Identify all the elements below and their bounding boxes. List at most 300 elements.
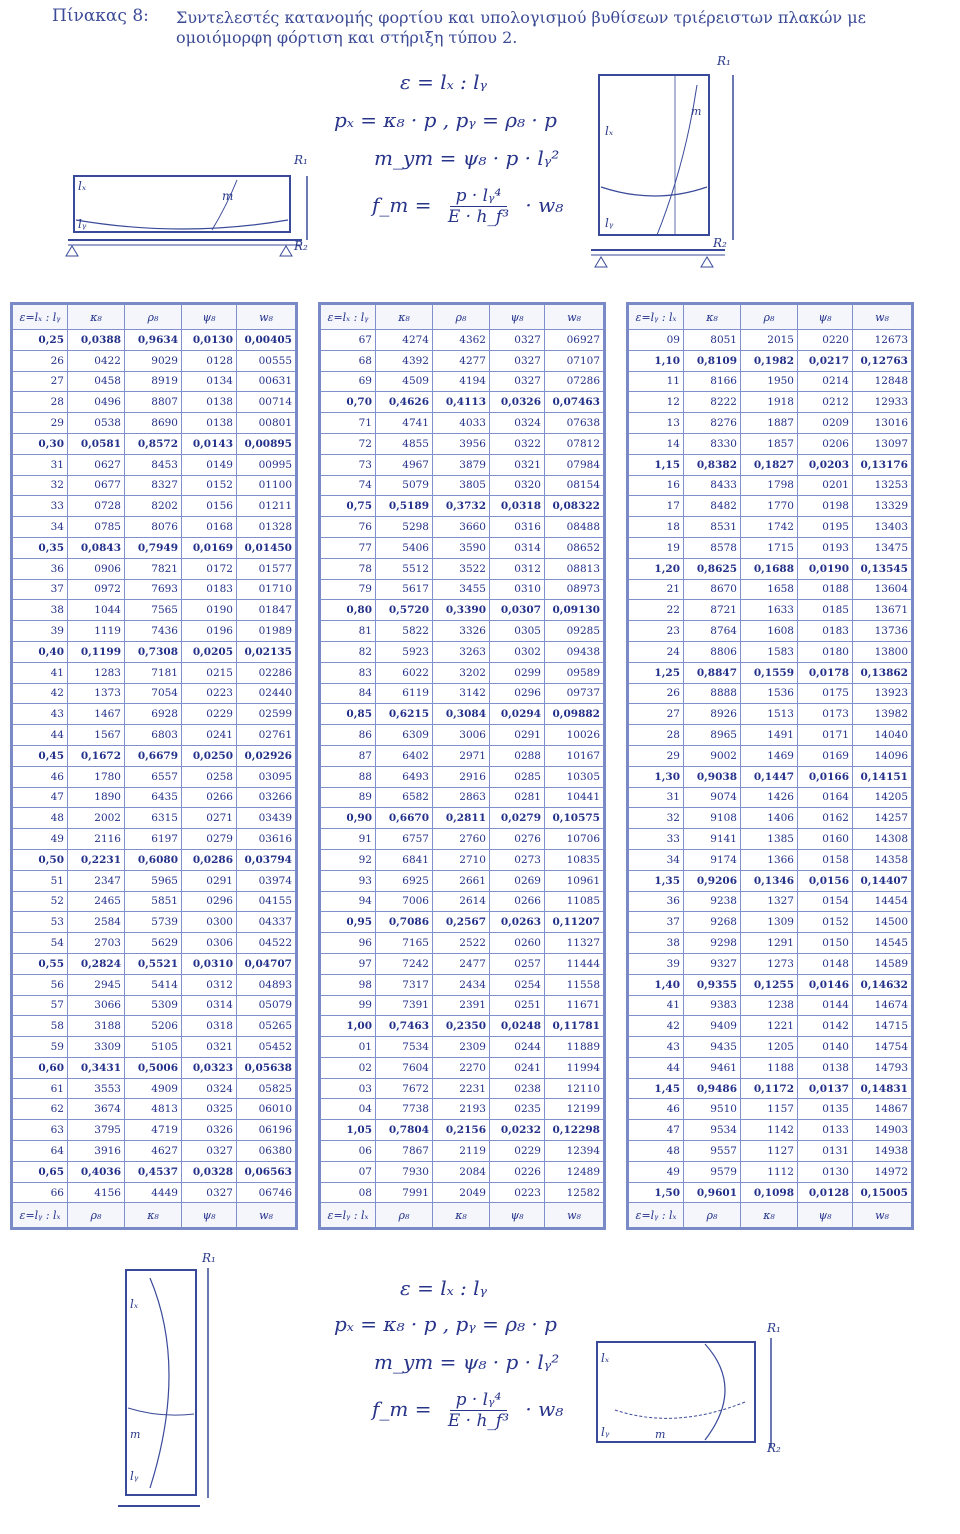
table-row <box>628 745 913 766</box>
table-cell: 0266 <box>182 787 237 808</box>
table-row <box>628 621 913 642</box>
table-cell: 09285 <box>545 621 605 642</box>
table-cell: 0,1559 <box>741 662 798 683</box>
table-row <box>628 1182 913 1203</box>
table-cell: 2015 <box>741 330 798 351</box>
table-cell: 33 <box>628 829 684 850</box>
table-row <box>12 600 297 621</box>
table-cell: 07107 <box>545 350 605 371</box>
table-cell: 11889 <box>545 1037 605 1058</box>
table-cell: 69 <box>320 371 376 392</box>
table-cell: 0,4537 <box>125 1161 182 1182</box>
table-cell: 0206 <box>798 433 853 454</box>
table-cell: 7821 <box>125 558 182 579</box>
table-cell: 2661 <box>433 870 490 891</box>
table-cell: 78 <box>320 558 376 579</box>
table-cell: 8531 <box>684 517 741 538</box>
table-cell: 1467 <box>68 704 125 725</box>
column-footer: ρ₈ <box>68 1203 125 1229</box>
table-row <box>320 891 605 912</box>
table-cell: 13 <box>628 413 684 434</box>
table-cell: 04893 <box>237 974 297 995</box>
table-cell: 4392 <box>376 350 433 371</box>
table-row <box>12 371 297 392</box>
table-cell: 14867 <box>853 1099 913 1120</box>
table-cell: 4274 <box>376 330 433 351</box>
table-cell: 4741 <box>376 413 433 434</box>
label-mym: m <box>691 105 702 118</box>
table-row <box>12 1037 297 1058</box>
table-cell: 7534 <box>376 1037 433 1058</box>
table-cell: 0,13862 <box>853 662 913 683</box>
column-header: ε=lₓ : lᵧ <box>12 304 68 330</box>
table-cell: 1205 <box>741 1037 798 1058</box>
table-cell: 0,0843 <box>68 537 125 558</box>
table-cell: 0223 <box>182 683 237 704</box>
table-cell: 47 <box>628 1120 684 1141</box>
table-cell: 0538 <box>68 413 125 434</box>
table-cell: 49 <box>628 1161 684 1182</box>
table-cell: 0627 <box>68 454 125 475</box>
table-cell: 49 <box>12 829 68 850</box>
table-row <box>12 413 297 434</box>
table-cell: 0131 <box>798 1141 853 1162</box>
label-lx-4: lₓ <box>601 1351 610 1365</box>
slab-diagram-top-left <box>62 150 332 270</box>
table-cell: 0,9601 <box>684 1182 741 1203</box>
table-row <box>320 974 605 995</box>
table-cell: 01328 <box>237 517 297 538</box>
table-cell: 0257 <box>490 953 545 974</box>
table-cell: 0325 <box>182 1099 237 1120</box>
table-cell: 0,0146 <box>798 974 853 995</box>
table-cell: 0149 <box>182 454 237 475</box>
table-cell: 0,05638 <box>237 1057 297 1078</box>
table-row <box>12 454 297 475</box>
deflection-rhs-bottom: · w₈ <box>525 1397 564 1421</box>
table-cell: 0,5189 <box>376 496 433 517</box>
table-cell: 0,12763 <box>853 350 913 371</box>
table-cell: 0156 <box>182 496 237 517</box>
deflection-denominator: E · h_f³ <box>447 207 510 227</box>
table-cell: 0,0128 <box>798 1182 853 1203</box>
table-cell: 7436 <box>125 621 182 642</box>
table-row <box>320 1078 605 1099</box>
table-row <box>320 1161 605 1182</box>
table-cell: 9298 <box>684 933 741 954</box>
table-cell: 56 <box>12 974 68 995</box>
table-cell: 0,1688 <box>741 558 798 579</box>
table-cell: 0,0318 <box>490 496 545 517</box>
table-cell: 1385 <box>741 829 798 850</box>
table-cell: 0241 <box>182 725 237 746</box>
table-cell: 0271 <box>182 808 237 829</box>
table-cell: 14205 <box>853 787 913 808</box>
table-row <box>12 1161 297 1182</box>
table-cell: 0,10575 <box>545 808 605 829</box>
column-footer: w₈ <box>545 1203 605 1229</box>
table-cell: 12 <box>628 392 684 413</box>
table-cell: 14500 <box>853 912 913 933</box>
table-cell: 1426 <box>741 787 798 808</box>
table-cell: 0324 <box>182 1078 237 1099</box>
table-cell: 34 <box>628 849 684 870</box>
table-cell: 9409 <box>684 1016 741 1037</box>
table-cell: 0,7086 <box>376 912 433 933</box>
table-cell: 61 <box>12 1078 68 1099</box>
table-cell: 3455 <box>433 579 490 600</box>
table-cell: 64 <box>12 1141 68 1162</box>
table-cell: 0,50 <box>12 849 68 870</box>
table-cell: 14545 <box>853 933 913 954</box>
table-cell: 8166 <box>684 371 741 392</box>
table-cell: 0214 <box>798 371 853 392</box>
table-cell: 10167 <box>545 745 605 766</box>
table-cell: 6315 <box>125 808 182 829</box>
table-cell: 13253 <box>853 475 913 496</box>
table-row <box>320 787 605 808</box>
table-cell: 28 <box>12 392 68 413</box>
label-mxm: m <box>222 189 234 203</box>
table-row <box>320 933 605 954</box>
table-cell: 0326 <box>182 1120 237 1141</box>
label-ly-2: lᵧ <box>605 216 614 230</box>
table-cell: 3263 <box>433 641 490 662</box>
table-cell: 2614 <box>433 891 490 912</box>
table-cell: 8926 <box>684 704 741 725</box>
table-cell: 08 <box>320 1182 376 1203</box>
table-cell: 47 <box>12 787 68 808</box>
table-cell: 31 <box>628 787 684 808</box>
table-cell: 2465 <box>68 891 125 912</box>
table-cell: 6557 <box>125 766 182 787</box>
formula-deflection-bottom <box>372 1390 563 1431</box>
table-cell: 2309 <box>433 1037 490 1058</box>
table-cell: 1,15 <box>628 454 684 475</box>
table-row <box>320 600 605 621</box>
table-cell: 0,30 <box>12 433 68 454</box>
table-cell: 0312 <box>490 558 545 579</box>
table-cell: 74 <box>320 475 376 496</box>
table-cell: 58 <box>12 1016 68 1037</box>
table-cell: 48 <box>12 808 68 829</box>
table-cell: 0,1098 <box>741 1182 798 1203</box>
table-row <box>628 704 913 725</box>
table-row <box>320 475 605 496</box>
table-cell: 87 <box>320 745 376 766</box>
table-cell: 99 <box>320 995 376 1016</box>
table-cell: 13604 <box>853 579 913 600</box>
table-cell: 0138 <box>182 392 237 413</box>
table-cell: 0,0137 <box>798 1078 853 1099</box>
table-row <box>628 974 913 995</box>
table-cell: 14454 <box>853 891 913 912</box>
table-cell: 9534 <box>684 1120 741 1141</box>
table-cell: 0193 <box>798 537 853 558</box>
table-cell: 4909 <box>125 1078 182 1099</box>
table-cell: 8806 <box>684 641 741 662</box>
table-caption-text: Συντελεστές κατανομής φορτίου και υπολογισμού βυθίσεων τριέρειστων πλακών με ομοιόμορφη φόρτιση και στήριξη τύπου 2. <box>176 8 866 47</box>
table-cell: 2584 <box>68 912 125 933</box>
table-cell: 2116 <box>68 829 125 850</box>
table-cell: 14257 <box>853 808 913 829</box>
table-cell: 0,14151 <box>853 766 913 787</box>
table-cell: 0,8625 <box>684 558 741 579</box>
table-cell: 0322 <box>490 433 545 454</box>
table-cell: 0296 <box>182 891 237 912</box>
table-cell: 0,60 <box>12 1057 68 1078</box>
table-cell: 13403 <box>853 517 913 538</box>
table-cell: 16 <box>628 475 684 496</box>
table-cell: 0327 <box>490 330 545 351</box>
table-cell: 0215 <box>182 662 237 683</box>
table-cell: 1373 <box>68 683 125 704</box>
table-cell: 0,4113 <box>433 392 490 413</box>
table-cell: 0,1827 <box>741 454 798 475</box>
table-row <box>12 725 297 746</box>
table-cell: 0302 <box>490 641 545 662</box>
table-cell: 0,6080 <box>125 849 182 870</box>
table-row <box>628 1141 913 1162</box>
table-cell: 37 <box>628 912 684 933</box>
table-cell: 07286 <box>545 371 605 392</box>
table-row <box>628 912 913 933</box>
table-cell: 92 <box>320 849 376 870</box>
table-cell: 9174 <box>684 849 741 870</box>
table-cell: 06196 <box>237 1120 297 1141</box>
table-cell: 0,0323 <box>182 1057 237 1078</box>
deflection-numerator: p · lᵧ⁴ <box>450 186 508 207</box>
table-cell: 11444 <box>545 953 605 974</box>
table-cell: 7604 <box>376 1057 433 1078</box>
deflection-fraction-bottom <box>442 1390 515 1431</box>
table-cell: 0,2156 <box>433 1120 490 1141</box>
table-cell: 06 <box>320 1141 376 1162</box>
table-cell: 0241 <box>490 1057 545 1078</box>
table-cell: 0,2567 <box>433 912 490 933</box>
table-cell: 11994 <box>545 1057 605 1078</box>
table-row <box>628 641 913 662</box>
table-cell: 7054 <box>125 683 182 704</box>
table-cell: 01710 <box>237 579 297 600</box>
table-row <box>12 953 297 974</box>
table-cell: 0,1346 <box>741 870 798 891</box>
label-r1-4: R₁ <box>767 1321 781 1335</box>
table-cell: 6925 <box>376 870 433 891</box>
label-mym-3: m <box>655 1428 666 1441</box>
table-cell: 6022 <box>376 662 433 683</box>
column-header: ε=lᵧ : lₓ <box>628 304 684 330</box>
table-cell: 0,09130 <box>545 600 605 621</box>
table-cell: 14358 <box>853 849 913 870</box>
table-cell: 00714 <box>237 392 297 413</box>
deflection-denominator-bottom: E · h_f³ <box>447 1411 510 1431</box>
table-cell: 32 <box>628 808 684 829</box>
table-cell: 0,7804 <box>376 1120 433 1141</box>
table-cell: 0254 <box>490 974 545 995</box>
table-cell: 0,0279 <box>490 808 545 829</box>
table-cell: 00631 <box>237 371 297 392</box>
table-cell: 0327 <box>490 371 545 392</box>
column-header: ψ₈ <box>798 304 853 330</box>
table-row <box>12 1078 297 1099</box>
table-cell: 1127 <box>741 1141 798 1162</box>
label-r2-2: R₂ <box>713 236 727 250</box>
table-cell: 0972 <box>68 579 125 600</box>
table-cell: 14674 <box>853 995 913 1016</box>
table-cell: 0142 <box>798 1016 853 1037</box>
table-cell: 13671 <box>853 600 913 621</box>
table-cell: 1742 <box>741 517 798 538</box>
table-cell: 1,35 <box>628 870 684 891</box>
table-cell: 0,02926 <box>237 745 297 766</box>
table-cell: 0,9355 <box>684 974 741 995</box>
table-cell: 0,3390 <box>433 600 490 621</box>
table-cell: 7181 <box>125 662 182 683</box>
table-cell: 0183 <box>798 621 853 642</box>
table-cell: 02286 <box>237 662 297 683</box>
table-cell: 0183 <box>182 579 237 600</box>
table-cell: 0,07463 <box>545 392 605 413</box>
table-row <box>320 579 605 600</box>
table-cell: 01847 <box>237 600 297 621</box>
column-header: κ₈ <box>376 304 433 330</box>
table-cell: 0201 <box>798 475 853 496</box>
table-cell: 96 <box>320 933 376 954</box>
table-cell: 42 <box>628 1016 684 1037</box>
table-cell: 3590 <box>433 537 490 558</box>
table-cell: 4813 <box>125 1099 182 1120</box>
deflection-rhs: · w₈ <box>525 193 564 217</box>
coefficient-table <box>626 302 914 1230</box>
table-cell: 41 <box>12 662 68 683</box>
table-cell: 2760 <box>433 829 490 850</box>
table-cell: 37 <box>12 579 68 600</box>
table-cell: 79 <box>320 579 376 600</box>
table-cell: 0318 <box>182 1016 237 1037</box>
table-cell: 8888 <box>684 683 741 704</box>
table-cell: 01 <box>320 1037 376 1058</box>
table-cell: 08154 <box>545 475 605 496</box>
slab-diagram-top-right <box>585 45 750 275</box>
table-cell: 05265 <box>237 1016 297 1037</box>
table-cell: 0138 <box>798 1057 853 1078</box>
coefficient-table <box>318 302 606 1230</box>
table-cell: 4362 <box>433 330 490 351</box>
table-cell: 0728 <box>68 496 125 517</box>
table-cell: 2522 <box>433 933 490 954</box>
table-cell: 0,15005 <box>853 1182 913 1203</box>
table-row <box>628 579 913 600</box>
table-cell: 8051 <box>684 330 741 351</box>
table-cell: 12582 <box>545 1182 605 1203</box>
label-mym-2: m <box>130 1428 141 1441</box>
table-cell: 6435 <box>125 787 182 808</box>
table-cell: 2347 <box>68 870 125 891</box>
table-cell: 3142 <box>433 683 490 704</box>
table-cell: 0251 <box>490 995 545 1016</box>
table-row <box>320 829 605 850</box>
table-row <box>628 496 913 517</box>
deflection-numerator-bottom: p · lᵧ⁴ <box>450 1390 508 1411</box>
table-cell: 7006 <box>376 891 433 912</box>
table-cell: 1,45 <box>628 1078 684 1099</box>
table-cell: 6402 <box>376 745 433 766</box>
table-cell: 1950 <box>741 371 798 392</box>
table-cell: 0,8382 <box>684 454 741 475</box>
table-cell: 0,40 <box>12 641 68 662</box>
table-cell: 3879 <box>433 454 490 475</box>
table-cell: 6309 <box>376 725 433 746</box>
deflection-fraction <box>442 186 515 227</box>
table-cell: 3326 <box>433 621 490 642</box>
table-row <box>628 995 913 1016</box>
table-cell: 27 <box>12 371 68 392</box>
table-cell: 0190 <box>182 600 237 621</box>
table-cell: 8690 <box>125 413 182 434</box>
column-footer: ε=lᵧ : lₓ <box>628 1203 684 1229</box>
table-cell: 1,30 <box>628 766 684 787</box>
table-cell: 0,0294 <box>490 704 545 725</box>
table-cell: 06746 <box>237 1182 297 1203</box>
table-cell: 0305 <box>490 621 545 642</box>
table-cell: 0,06563 <box>237 1161 297 1182</box>
table-cell: 2193 <box>433 1099 490 1120</box>
table-cell: 1406 <box>741 808 798 829</box>
table-cell: 1608 <box>741 621 798 642</box>
column-header: κ₈ <box>684 304 741 330</box>
table-cell: 14715 <box>853 1016 913 1037</box>
table-cell: 0,6679 <box>125 745 182 766</box>
table-row <box>628 475 913 496</box>
table-cell: 14040 <box>853 725 913 746</box>
table-row <box>320 1182 605 1203</box>
table-cell: 9327 <box>684 953 741 974</box>
table-cell: 2434 <box>433 974 490 995</box>
table-cell: 36 <box>12 558 68 579</box>
table-cell: 2971 <box>433 745 490 766</box>
table-cell: 0,0169 <box>182 537 237 558</box>
table-cell: 07 <box>320 1161 376 1182</box>
table-cell: 12199 <box>545 1099 605 1120</box>
table-cell: 63 <box>12 1120 68 1141</box>
table-cell: 02761 <box>237 725 297 746</box>
table-row <box>320 454 605 475</box>
table-cell: 01100 <box>237 475 297 496</box>
table-cell: 23 <box>628 621 684 642</box>
table-row <box>628 849 913 870</box>
table-row <box>320 392 605 413</box>
table-cell: 0,2231 <box>68 849 125 870</box>
table-cell: 4509 <box>376 371 433 392</box>
table-cell: 0,55 <box>12 953 68 974</box>
table-row <box>628 662 913 683</box>
table-cell: 1918 <box>741 392 798 413</box>
table-row <box>320 725 605 746</box>
table-row <box>628 870 913 891</box>
table-cell: 1,40 <box>628 974 684 995</box>
table-row <box>320 808 605 829</box>
table-cell: 6757 <box>376 829 433 850</box>
table-cell: 0269 <box>490 870 545 891</box>
formula-moment-bottom: m_ym = ψ₈ · p · lᵧ² <box>374 1350 560 1374</box>
table-cell: 0,09882 <box>545 704 605 725</box>
table-cell: 8202 <box>125 496 182 517</box>
table-cell: 0,04707 <box>237 953 297 974</box>
table-cell: 46 <box>628 1099 684 1120</box>
table-cell: 1327 <box>741 891 798 912</box>
table-row <box>12 662 297 683</box>
